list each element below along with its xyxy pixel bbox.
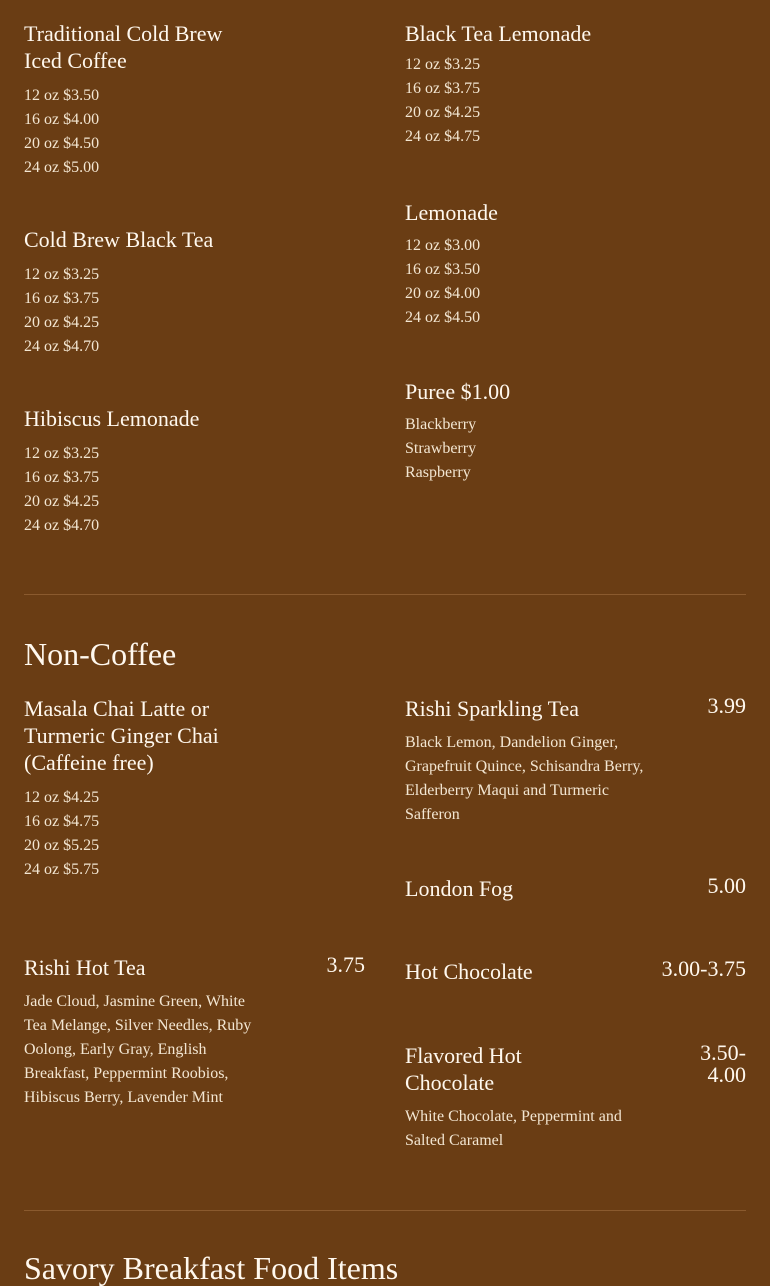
item-description: Black Lemon, Dandelion Ginger, Grapefruit Quince, Schisandra Berry, Elderberry Maqui and Turmeric Safferon (405, 734, 644, 823)
flavor: Blackberry (405, 416, 477, 433)
menu-item-flavored-hot-chocolate (405, 1042, 650, 1153)
size-price: 24 oz $4.50 (405, 309, 481, 326)
size-price: 20 oz $4.50 (24, 135, 100, 152)
size-price: 24 oz $4.70 (24, 517, 100, 534)
size-price: 16 oz $3.75 (405, 80, 481, 97)
item-price (700, 1042, 746, 1086)
menu-item-lemonade (405, 199, 498, 330)
section-title-non-coffee: Non-Coffee (24, 636, 177, 672)
item-description: Jade Cloud, Jasmine Green, White Tea Melange, Silver Needles, Ruby Oolong, Early Gray, English Breakfast, Peppermint Roobios, Hibiscus Berry, Lavender Mint (24, 993, 252, 1106)
item-price: 5.00 (707, 873, 746, 898)
item-name: Rishi Hot Tea (24, 955, 146, 980)
menu-item-chai (24, 695, 219, 882)
size-price-list (24, 84, 222, 180)
menu-item-cold-brew-black-tea (24, 226, 213, 359)
item-price: 3.99 (707, 693, 746, 718)
item-name: Cold Brew Black Tea (24, 227, 214, 252)
size-price: 16 oz $4.00 (24, 111, 100, 128)
flavor-list (405, 413, 510, 485)
item-price-line: 3.50- (700, 1040, 746, 1065)
menu-item-hot-chocolate (405, 958, 533, 985)
menu-item-london-fog (405, 875, 513, 902)
item-name: Lemonade (405, 200, 498, 225)
item-name (24, 695, 219, 776)
size-price: 20 oz $5.25 (24, 837, 100, 854)
size-price-list (24, 786, 219, 882)
size-price: 20 oz $4.00 (405, 285, 481, 302)
item-name: Black Tea Lemonade (405, 21, 592, 46)
item-name-line: (Caffeine free) (24, 750, 154, 775)
menu-item-rishi-sparkling-tea (405, 695, 650, 827)
size-price: 12 oz $3.25 (405, 56, 481, 73)
size-price: 20 oz $4.25 (24, 493, 100, 510)
item-name (24, 20, 222, 74)
size-price-list (405, 234, 498, 330)
size-price: 24 oz $4.70 (24, 338, 100, 355)
item-name-line: Traditional Cold Brew (24, 21, 223, 46)
section-divider (24, 594, 746, 595)
item-price: 3.00-3.75 (661, 956, 746, 981)
menu-item-hibiscus-lemonade (24, 405, 199, 538)
size-price: 24 oz $5.75 (24, 861, 100, 878)
size-price: 20 oz $4.25 (24, 314, 100, 331)
size-price: 12 oz $3.25 (24, 445, 100, 462)
menu-item-puree (405, 378, 510, 485)
item-name (405, 1042, 650, 1096)
size-price: 16 oz $4.75 (24, 813, 100, 830)
size-price: 12 oz $3.25 (24, 266, 100, 283)
item-name: Puree $1.00 (405, 379, 511, 404)
item-name-line: Turmeric Ginger Chai (24, 723, 219, 748)
item-name-line: Masala Chai Latte or (24, 696, 210, 721)
item-name-line: Chocolate (405, 1070, 495, 1095)
item-name: Hibiscus Lemonade (24, 406, 200, 431)
menu-item-rishi-hot-tea (24, 954, 269, 1110)
size-price: 20 oz $4.25 (405, 104, 481, 121)
size-price: 12 oz $4.25 (24, 789, 100, 806)
item-price: 3.75 (326, 952, 365, 977)
item-name-line: Flavored Hot (405, 1043, 522, 1068)
size-price-list (24, 263, 213, 359)
flavor: Strawberry (405, 440, 477, 457)
flavor: Raspberry (405, 464, 471, 481)
size-price-list (405, 53, 591, 149)
item-description: White Chocolate, Peppermint and Salted Caramel (405, 1108, 622, 1149)
item-name-line: Iced Coffee (24, 48, 127, 73)
size-price-list (24, 442, 199, 538)
item-name: Hot Chocolate (405, 959, 533, 984)
section-title-savory-breakfast: Savory Breakfast Food Items (24, 1250, 399, 1286)
menu-item-cold-brew-coffee (24, 20, 222, 180)
item-price-line: 4.00 (707, 1062, 746, 1087)
size-price: 24 oz $5.00 (24, 159, 100, 176)
size-price: 12 oz $3.00 (405, 237, 481, 254)
size-price: 16 oz $3.50 (405, 261, 481, 278)
section-divider (24, 1210, 746, 1211)
item-name: Rishi Sparkling Tea (405, 696, 580, 721)
menu-item-black-tea-lemonade (405, 20, 591, 149)
size-price: 16 oz $3.75 (24, 469, 100, 486)
item-name: London Fog (405, 876, 514, 901)
size-price: 24 oz $4.75 (405, 128, 481, 145)
size-price: 12 oz $3.50 (24, 87, 100, 104)
size-price: 16 oz $3.75 (24, 290, 100, 307)
